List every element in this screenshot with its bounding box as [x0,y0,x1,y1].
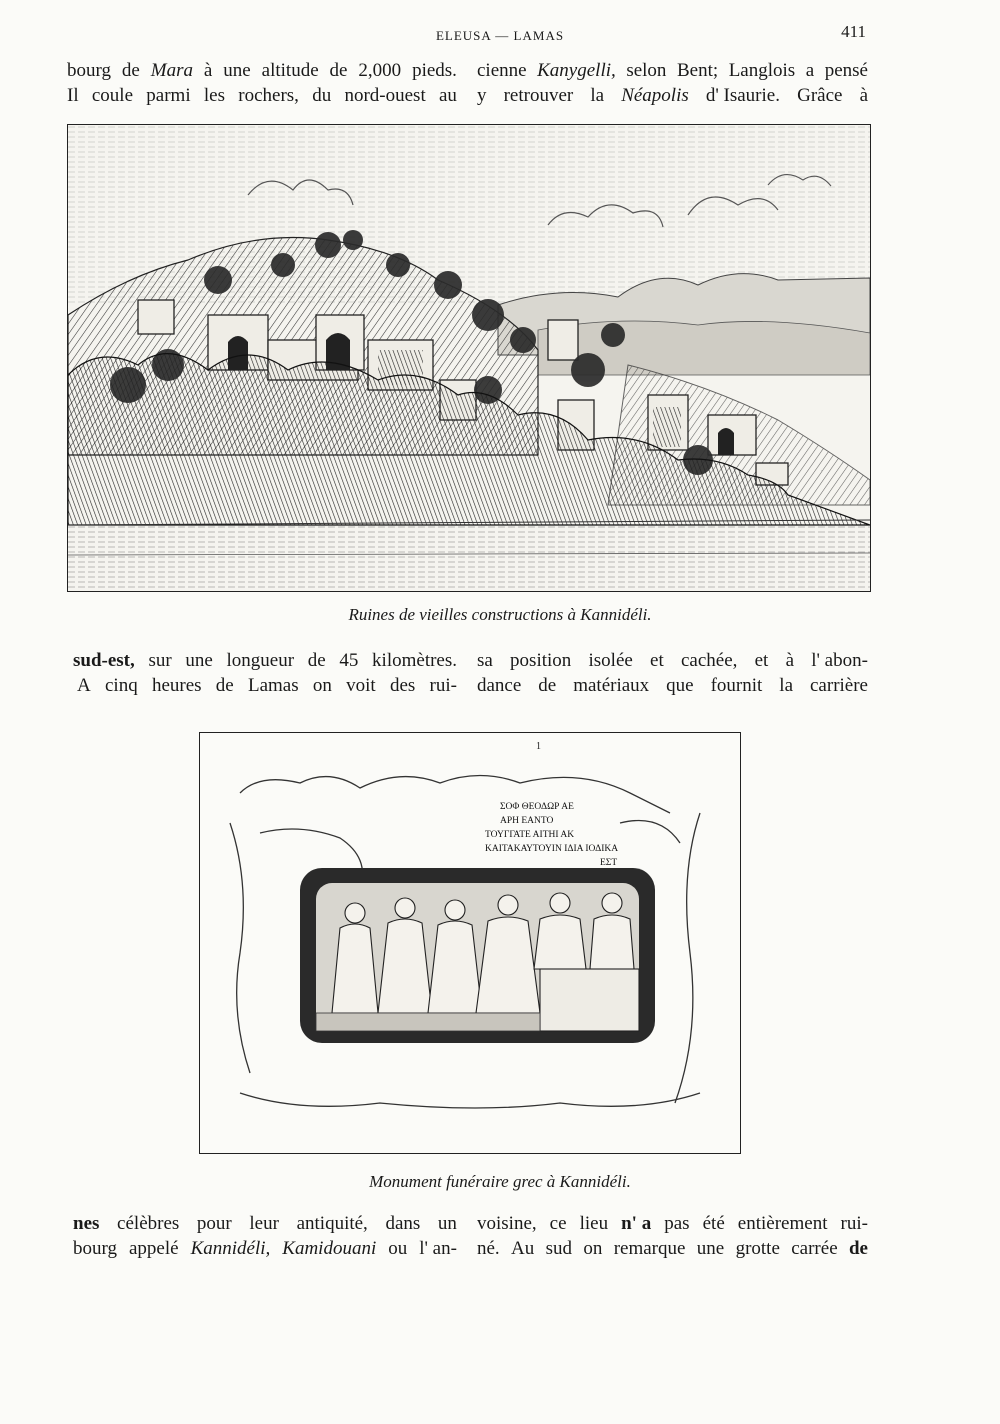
text-line: A cinq heures de Lamas on voit des rui- [77,675,457,696]
figure-1-caption: Ruines de vieilles constructions à Kannidéli. [348,605,652,624]
text-block-1-right [477,58,868,108]
inscription-line: ΑΡΗ ΕΑΝΤΟ [500,816,554,826]
text-line: bourg appelé Kannidéli, Kamidouani ou l' an- [73,1238,457,1259]
text-block-2-right [477,648,868,698]
engraving-funerary-monument [199,732,741,1154]
text-line: nes célèbres pour leur antiquité, dans un [73,1213,457,1234]
funerary-monument-drawing [200,733,740,1153]
inscription-line: ΕΣΤ [600,858,618,868]
text-line: bourg de Mara à une altitude de 2,000 pieds. [67,60,457,81]
page-number: 411 [841,22,866,41]
engraving-ruins-kannideli [67,124,871,592]
text-line: y retrouver la Néapolis d' Isaurie. Grâce à [477,85,868,106]
running-title: ELEUSA — LAMAS [435,28,565,43]
figure-2-caption: Monument funéraire grec à Kannidéli. [369,1172,631,1191]
text-line: dance de matériaux que fournit la carrière [477,675,868,696]
text-line: sud-est, sur une longueur de 45 kilomètres. [73,650,457,671]
inscription-line: ΤΟΥΓΓΑΤΕ ΑΙΤΗΙ ΑΚ [485,830,575,840]
text-block-2-left [73,648,457,698]
text-line: voisine, ce lieu n' a pas été entièrement rui- [477,1213,868,1234]
text-line: sa position isolée et cachée, et à l' abon- [477,650,868,671]
figure-mark: 1 [536,741,541,752]
text-block-1-left [67,58,457,108]
engraving-ruins-drawing [68,125,870,591]
inscription-line: ΣΟΦ ΘΕΟΔΩΡ ΑΕ [500,802,574,812]
text-line: Il coule parmi les rochers, du nord-ouest au [67,85,457,106]
text-block-3-right [477,1211,868,1261]
text-line: cienne Kanygelli, selon Bent; Langlois a pensé [477,60,868,81]
inscription-line: ΚΑΙΤΑΚΑΥΤΟΥΙΝ ΙΔΙΑ ΙΟΔΙΚΑ [485,844,619,854]
text-block-3-left [73,1211,457,1261]
text-line: né. Au sud on remarque une grotte carrée de [477,1238,868,1259]
